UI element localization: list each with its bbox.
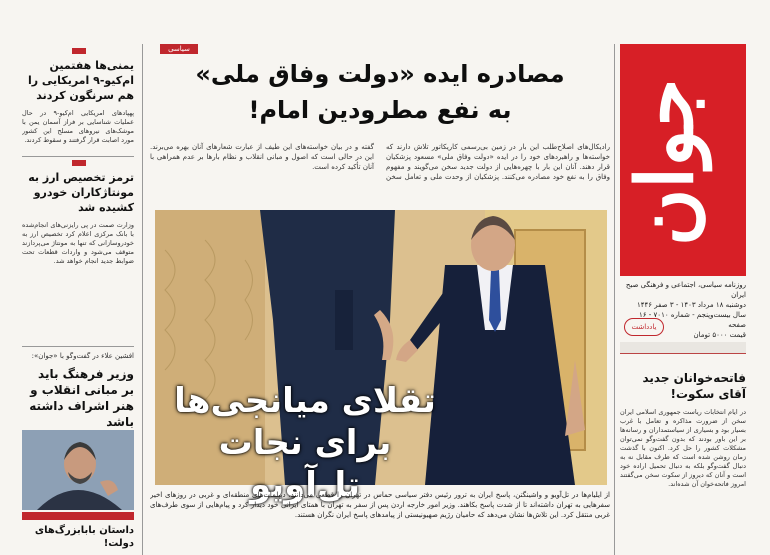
newspaper-logo: جوان [620,78,711,246]
left-story-4-headline[interactable]: داستان بابابزرگ‌های دولت! [34,525,134,549]
left-story-1 [22,58,134,149]
divider [22,346,134,347]
column-rule [614,44,615,555]
masthead [620,44,746,276]
right-headline[interactable]: فاتحه‌خوانان جدید آقای سکوت! [642,371,746,401]
story-tag-bar [22,512,134,520]
left-story-1-body: پهپادهای امریکایی ام‌کیو-۹ در حال عملیات شناسایی بر فراز آسمان یمن با موشک‌های نیروهای مسلح این کشور مورد اصابت قرار گرفتند و سقوط کردند. [22,109,134,144]
lead-paragraph: رادیکال‌های اصلاح‌طلب این بار در زمین بی‌رسمی کاریکاتور تلاش دارند که خواسته‌ها و راهبردهای خود را در ایده «دولت وفاق ملی» مسعود پزشکیان قرار دهند. آنان این بار با چهره‌هایی از دولت جدید سخن می‌گویند و مفهوم وفاق را به نفع خود مصادره می‌کنند. پزشکیان از وحدت ملی و تعامل سخن گفته و در بیان خواسته‌های این طیف از عبارت شعارهای آنان بهره می‌برند. این در حالی است که اصول و مبانی انقلاب و نظام بارها بر عدم همراهی با آنان تأکید کرده است. [150,143,610,181]
masthead-info-line: دوشنبه ۱۸ مرداد ۱۴۰۳ - ۳ صفر ۱۴۴۶ [636,301,746,309]
left-story-1-headline[interactable]: یمنی‌ها هفتمین ام‌کیو-۹ امریکایی را هم سرنگون کردند [27,59,134,102]
right-article-body: در ایام انتخابات ریاست جمهوری اسلامی ایران سخن از ضرورت مذاکره و تعامل با غرب بسیار بود و بسیاری از سیاستمداران و رسانه‌ها بر این باور بودند که بدون گفت‌وگو نمی‌توان مشکلات کشور را حل کرد. اکنون با گذشت زمان روشن شده است که طرف مقابل نه به دنبال گفت‌وگو بلکه به دنبال تحمیل اراده خود است و آنان که دیروز از سکوت سخن می‌گفتند امروز فاتحه‌خوان آن شده‌اند. [620,408,746,488]
section-kicker: سیاسی [160,44,198,54]
column-rule [142,44,143,555]
main-headline-line: مصادره ایده «دولت وفاق ملی» [195,60,565,88]
main-headline[interactable] [150,56,610,128]
masthead-info-line: روزنامه سیاسی، اجتماعی و فرهنگی صبح ایران [625,281,746,299]
left-story-2-body: وزارت صمت در پی رایزنی‌های انجام‌شده با بانک مرکزی اعلام کرد تخصیص ارز به خودروسازانی که تنها به مونتاژ می‌پردازند متوقف می‌شود و واردات قطعات تحت ضوابط جدید انجام خواهد شد. [22,221,134,265]
masthead-info-line: سال بیست‌وپنجم - شماره ۷۰۱۰ - ۱۶ صفحه [639,311,746,329]
left-story-2 [22,170,134,333]
story-marker [72,48,86,54]
story-marker [72,160,86,166]
photo-headline-line: برای نجات تل‌آویو [218,423,392,505]
left-story-3 [22,352,134,430]
section-stamp: یادداشت [624,318,664,336]
photo-headline[interactable] [170,380,440,506]
portrait-photo [22,430,134,510]
left-story-3-kicker: افشین علاء در گفت‌وگو با «جوان»: [31,352,134,360]
section-bar [620,342,746,354]
portrait-illustration [22,430,134,510]
photo-headline-line: تقلای میانجی‌ها [174,381,436,421]
main-headline-line: به نفع مطرودین امام! [248,96,512,124]
left-story-4 [22,524,134,550]
divider [22,156,134,157]
masthead-info-line: قیمت ۵۰۰۰ تومان [693,331,746,339]
left-story-3-headline[interactable]: وزیر فرهنگ باید بر مبانی انقلاب و هنر اشراف داشته باشد [29,367,134,429]
left-story-2-headline[interactable]: ترمز تخصیص ارز به مونتاژکاران خودرو کشیده شد [28,171,134,214]
photo-caption: از ایلیام‌ها در تل‌آویو و واشینگتن، پاسخ ایران به ترور رئیس دفتر سیاسی حماس در تهران را قطعی می‌دانند. دیپلمات‌های منطقه‌ای و غربی در روزهای اخیر سفرهایی به تهران داشته‌اند تا از شدت پاسخ بکاهند. وزیر امور خارجه اردن پس از سفر به تهران با همتای ایرانی خود دیدار کرد و پیام‌هایی از سوی طرف‌های غربی منتقل کرد. این تلاش‌ها نشان می‌دهد که حامیان رژیم صهیونیستی از پیامدهای پاسخ ایران نگران هستند. [150,491,610,519]
